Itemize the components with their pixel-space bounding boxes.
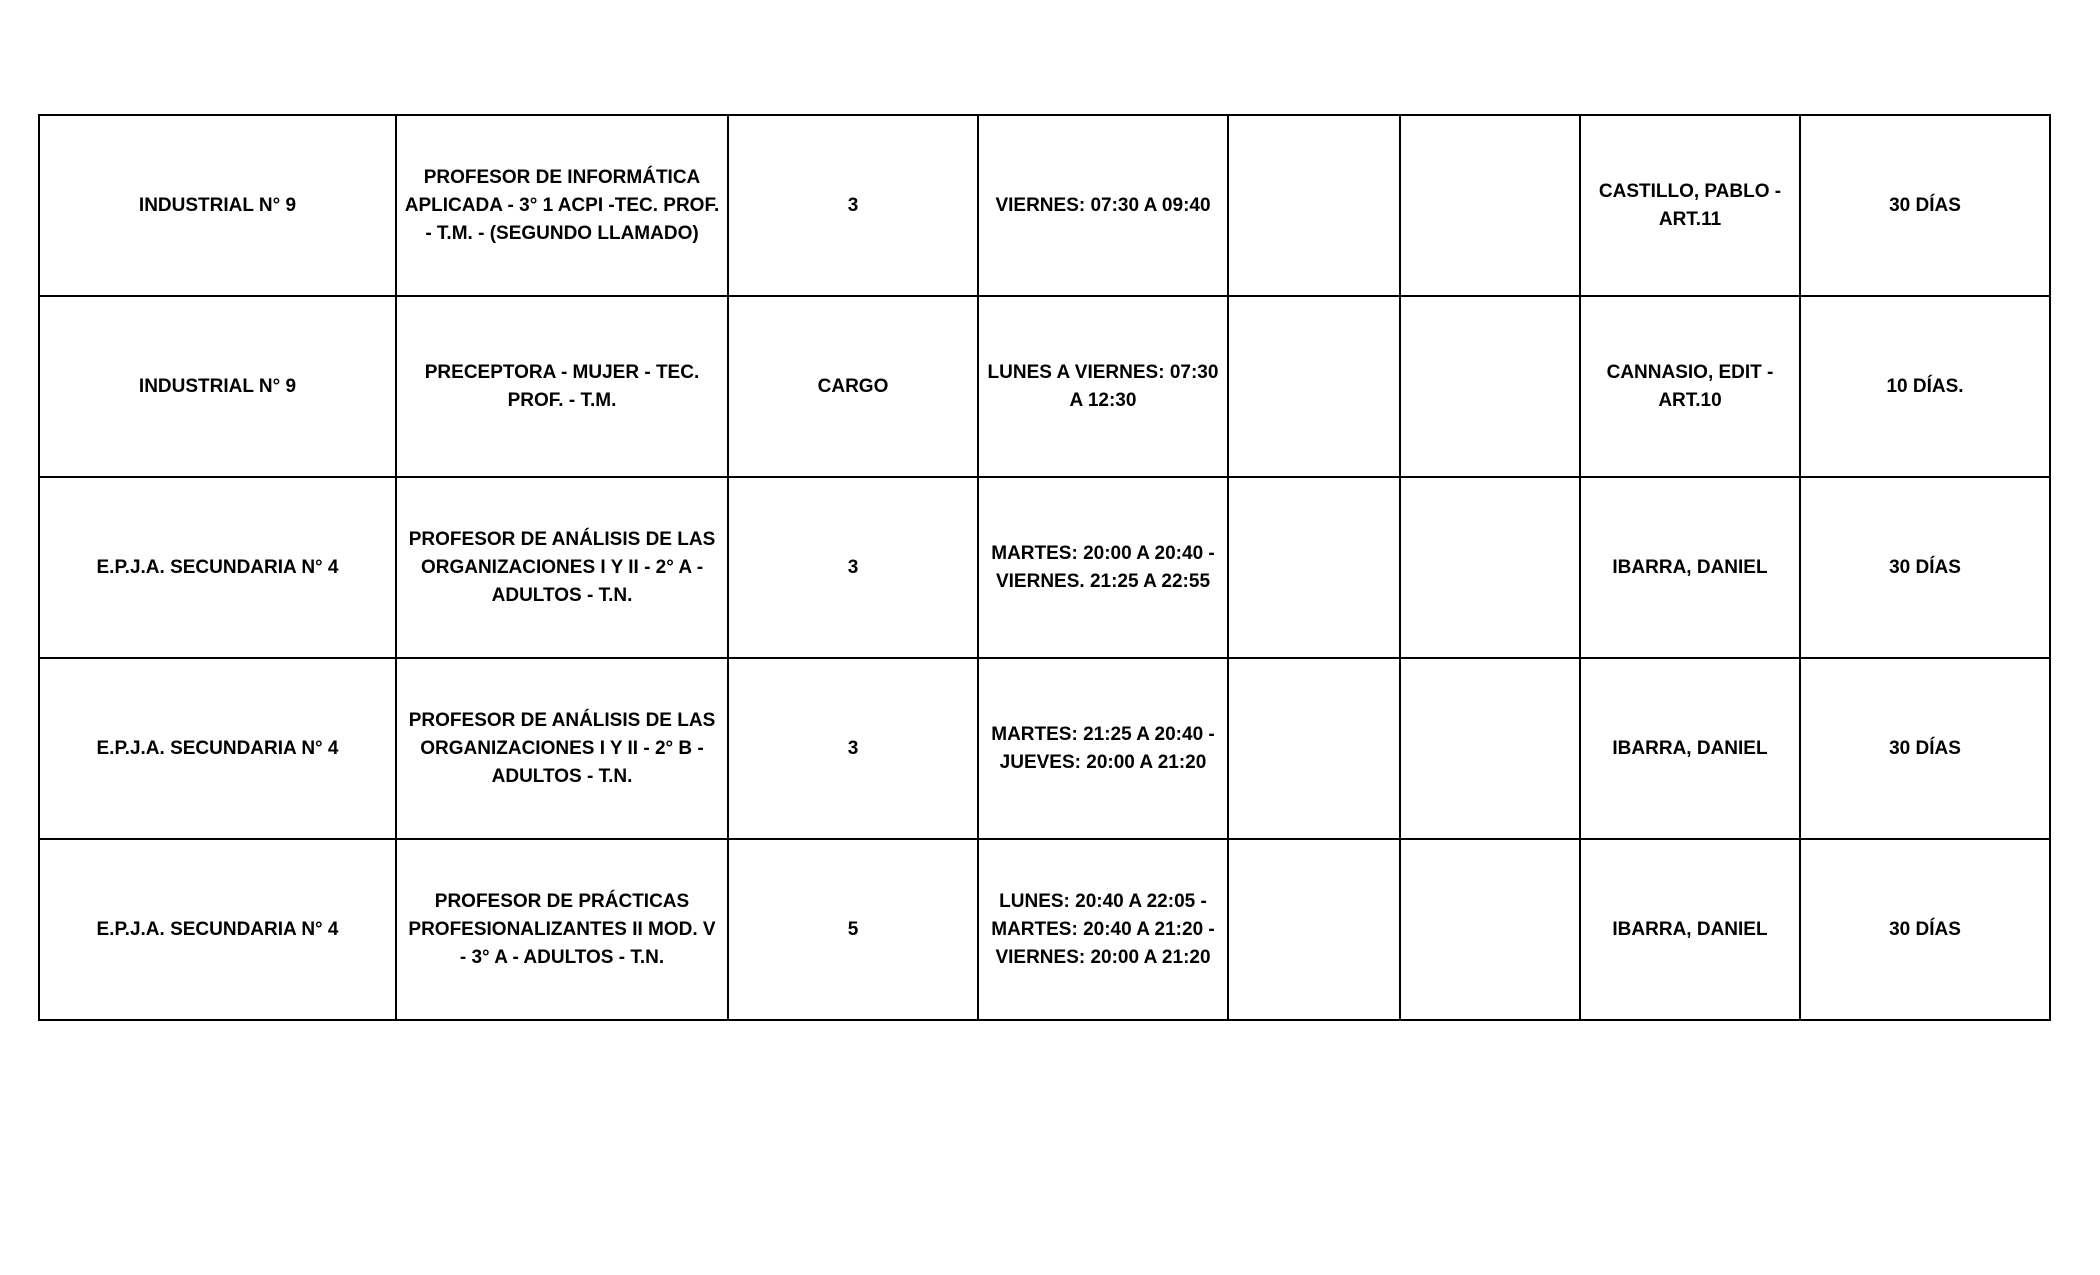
duration-cell: 30 DÍAS xyxy=(1800,115,2050,296)
hours-cell: 3 xyxy=(728,477,978,658)
table-row xyxy=(39,296,2050,477)
table-row xyxy=(39,658,2050,839)
holder-cell: CANNASIO, EDIT - ART.10 xyxy=(1580,296,1800,477)
empty-cell xyxy=(1400,296,1580,477)
duration-cell: 10 DÍAS. xyxy=(1800,296,2050,477)
empty-cell xyxy=(1400,658,1580,839)
empty-cell xyxy=(1400,115,1580,296)
position-cell: PROFESOR DE INFORMÁTICA APLICADA - 3° 1 ACPI -TEC. PROF. - T.M. - (SEGUNDO LLAMADO) xyxy=(396,115,728,296)
position-cell: PROFESOR DE ANÁLISIS DE LAS ORGANIZACIONES I Y II - 2° B - ADULTOS - T.N. xyxy=(396,658,728,839)
position-cell: PRECEPTORA - MUJER - TEC. PROF. - T.M. xyxy=(396,296,728,477)
school-cell: E.P.J.A. SECUNDARIA N° 4 xyxy=(39,839,396,1020)
position-cell: PROFESOR DE PRÁCTICAS PROFESIONALIZANTES II MOD. V - 3° A - ADULTOS - T.N. xyxy=(396,839,728,1020)
hours-cell: CARGO xyxy=(728,296,978,477)
holder-cell: CASTILLO, PABLO - ART.11 xyxy=(1580,115,1800,296)
empty-cell xyxy=(1228,658,1400,839)
empty-cell xyxy=(1228,115,1400,296)
empty-cell xyxy=(1400,839,1580,1020)
schedule-cell: MARTES: 20:00 A 20:40 - VIERNES. 21:25 A 22:55 xyxy=(978,477,1228,658)
empty-cell xyxy=(1228,477,1400,658)
schedule-cell: MARTES: 21:25 A 20:40 - JUEVES: 20:00 A 21:20 xyxy=(978,658,1228,839)
schedule-cell: VIERNES: 07:30 A 09:40 xyxy=(978,115,1228,296)
empty-cell xyxy=(1400,477,1580,658)
hours-cell: 3 xyxy=(728,115,978,296)
school-cell: E.P.J.A. SECUNDARIA N° 4 xyxy=(39,477,396,658)
table-row xyxy=(39,477,2050,658)
school-cell: INDUSTRIAL N° 9 xyxy=(39,296,396,477)
holder-cell: IBARRA, DANIEL xyxy=(1580,839,1800,1020)
duration-cell: 30 DÍAS xyxy=(1800,839,2050,1020)
position-cell: PROFESOR DE ANÁLISIS DE LAS ORGANIZACIONES I Y II - 2° A - ADULTOS - T.N. xyxy=(396,477,728,658)
school-cell: E.P.J.A. SECUNDARIA N° 4 xyxy=(39,658,396,839)
empty-cell xyxy=(1228,296,1400,477)
duration-cell: 30 DÍAS xyxy=(1800,477,2050,658)
holder-cell: IBARRA, DANIEL xyxy=(1580,477,1800,658)
schedule-cell: LUNES A VIERNES: 07:30 A 12:30 xyxy=(978,296,1228,477)
empty-cell xyxy=(1228,839,1400,1020)
table-row xyxy=(39,839,2050,1020)
hours-cell: 5 xyxy=(728,839,978,1020)
table-row xyxy=(39,115,2050,296)
duration-cell: 30 DÍAS xyxy=(1800,658,2050,839)
schedule-cell: LUNES: 20:40 A 22:05 - MARTES: 20:40 A 21:20 - VIERNES: 20:00 A 21:20 xyxy=(978,839,1228,1020)
school-cell: INDUSTRIAL N° 9 xyxy=(39,115,396,296)
hours-cell: 3 xyxy=(728,658,978,839)
vacancies-table xyxy=(38,114,2051,1021)
holder-cell: IBARRA, DANIEL xyxy=(1580,658,1800,839)
